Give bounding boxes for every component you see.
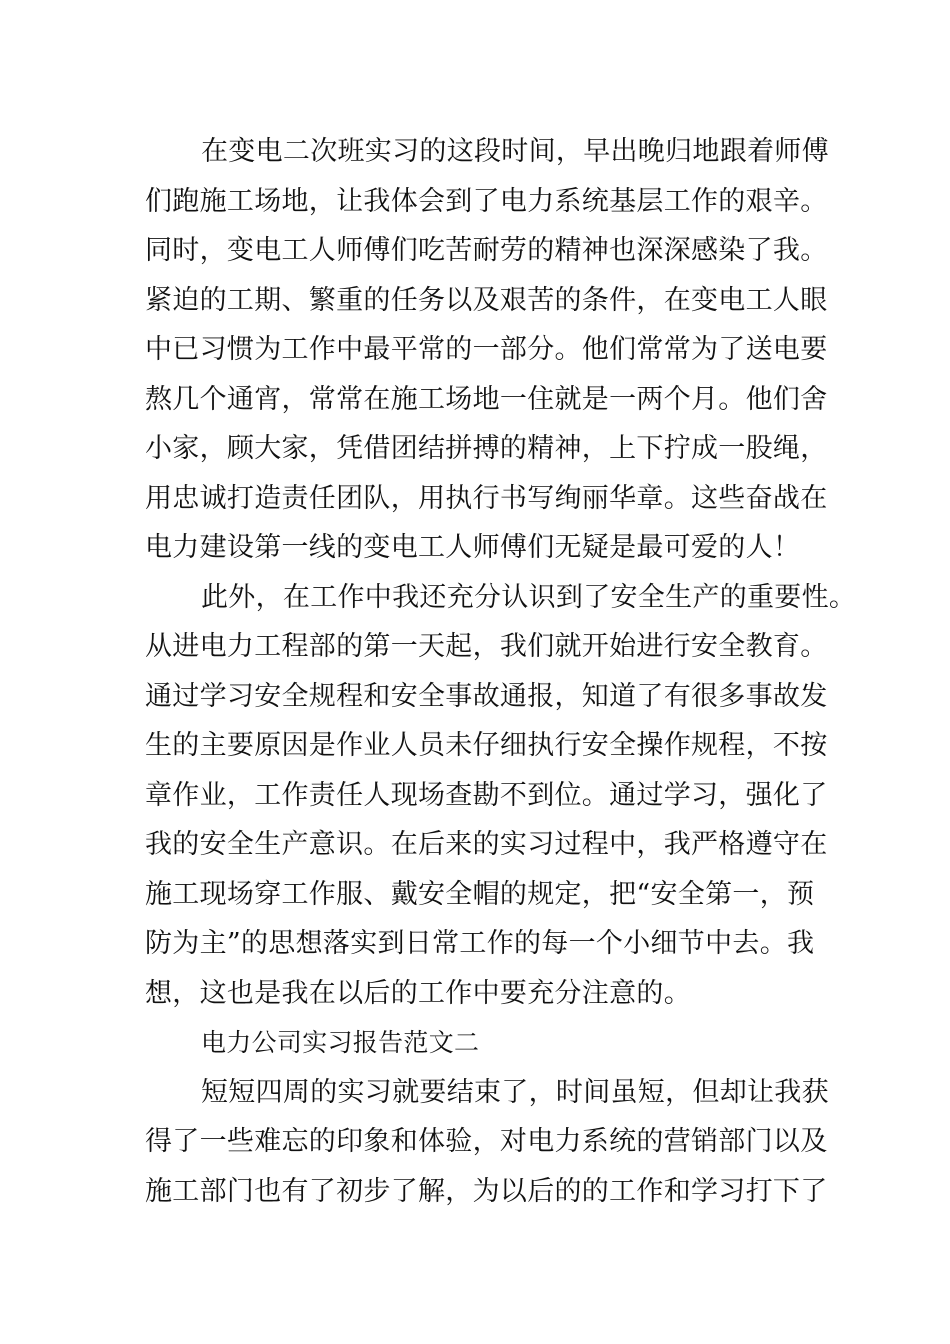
paragraph-2-line-6: 我的安全生产意识。在后来的实习过程中，我严格遵守在 (145, 829, 828, 860)
paragraph-3-line-1: 短短四周的实习就要结束了，时间虽短，但却让我获 (201, 1076, 829, 1108)
paragraph-3-line-2: 得了一些难忘的印象和体验，对电力系统的营销部门以及 (145, 1126, 828, 1157)
paragraph-1-line-6: 熬几个通宵，常常在施工场地一住就是一两个月。他们舍 (145, 383, 828, 415)
paragraph-2-line-8: 防为主”的思想落实到日常工作的每一个小细节中去。我 (145, 928, 815, 959)
paragraph-1-line-9: 电力建设第一线的变电工人师傅们无疑是最可爱的人！ (145, 532, 801, 563)
paragraph-1-line-1: 在变电二次班实习的这段时间，早出晚归地跟着师傅 (201, 136, 829, 167)
paragraph-1-line-4: 紧迫的工期、繁重的任务以及艰苦的条件，在变电工人眼 (145, 284, 828, 316)
paragraph-2-line-1: 此外，在工作中我还充分认识到了安全生产的重要性。 (201, 581, 857, 613)
paragraph-1-line-3: 同时，变电工人师傅们吃苦耐劳的精神也深深感染了我。 (145, 235, 828, 266)
paragraph-2-line-5: 章作业，工作责任人现场查勘不到位。通过学习，强化了 (145, 779, 828, 811)
paragraph-1-line-2: 们跑施工场地，让我体会到了电力系统基层工作的艰辛。 (145, 185, 828, 217)
paragraph-1-line-7: 小家，顾大家，凭借团结拼搏的精神，上下拧成一股绳， (145, 433, 828, 464)
document-body (145, 127, 857, 1216)
paragraph-2-line-9: 想，这也是我在以后的工作中要充分注意的。 (145, 977, 691, 1009)
paragraph-2-line-2: 从进电力工程部的第一天起，我们就开始进行安全教育。 (145, 631, 828, 662)
paragraph-2-line-3: 通过学习安全规程和安全事故通报，知道了有很多事故发 (145, 680, 828, 712)
paragraph-1-line-5: 中已习惯为工作中最平常的一部分。他们常常为了送电要 (145, 334, 828, 365)
paragraph-1-line-8: 用忠诚打造责任团队，用执行书写绚丽华章。这些奋战在 (145, 482, 828, 514)
paragraph-2-line-7: 施工现场穿工作服、戴安全帽的规定，把“安全第一，预 (145, 878, 815, 910)
section-heading: 电力公司实习报告范文二 (201, 1028, 480, 1057)
paragraph-2-line-4: 生的主要原因是作业人员未仔细执行安全操作规程，不按 (145, 730, 828, 761)
paragraph-3-line-3: 施工部门也有了初步了解，为以后的的工作和学习打下了 (145, 1175, 828, 1207)
